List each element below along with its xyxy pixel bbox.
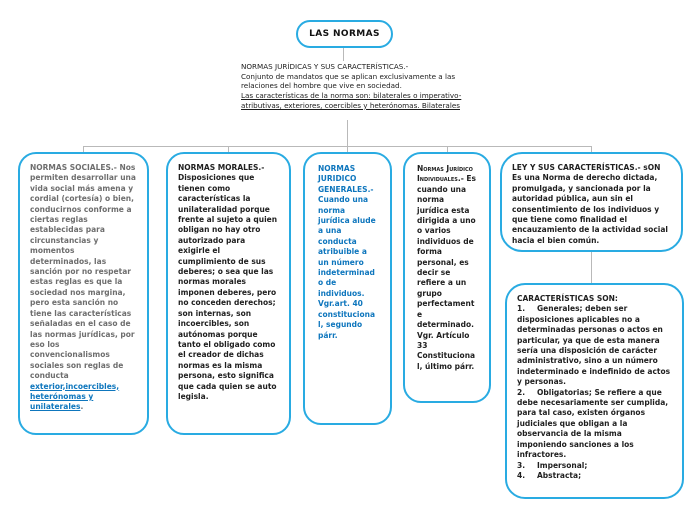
node-normas-sociales-link[interactable]: exterior,incoercibles, heterónomas y unilaterales — [30, 381, 120, 412]
list-item-text: Impersonal; — [537, 460, 588, 470]
list-item — [517, 304, 672, 387]
connector-branch-horizontal — [83, 146, 592, 147]
list-item — [517, 471, 672, 481]
node-normas-sociales-period: . — [80, 402, 84, 412]
list-item-number: 4. — [517, 470, 526, 480]
list-item — [517, 388, 672, 461]
list-item-number: 3. — [517, 460, 526, 470]
node-normas-sociales-body: Nos permiten desarrollar una vida social más amena y cordial (cortesía) o bien, conducirnos conforme a ciertas reglas establecidas para circunstancias y momentos determinados, las sanción por no respetar estas reglas es que la sociedad nos margina, pero esta sanción no tiene las características señaladas en el caso de las normas jurídicas, por eso los convencionalismos sociales son reglas de conducta — [30, 163, 136, 381]
connector-description-to-branch — [347, 120, 348, 146]
node-ley-body: Es una Norma de derecho dictada, promulgada, y sancionada por la autoridad pública, aun sin el consentimiento de los individuos y que tiene como finalidad el encauzamiento de la actividad social hacia el bien común. — [512, 173, 668, 245]
node-normas-morales[interactable] — [166, 152, 291, 435]
node-normas-juridico-individuales-heading: Normas Jurídico Individuales.- — [417, 164, 473, 184]
node-normas-sociales[interactable] — [18, 152, 149, 435]
node-normas-juridico-generales-heading: NORMAS JURIDICO GENERALES.- — [318, 164, 374, 194]
list-item-text: Generales; deben ser disposiciones aplicables no a determinadas personas o actos en particular, ya que de esta manera sería una disposición de carácter administrativo, sino a un número indeterminado e indefinido de actos y personas. — [517, 304, 671, 387]
list-item — [517, 461, 672, 471]
root-node-label: LAS NORMAS — [309, 29, 380, 39]
list-item-text: Abstracta; — [537, 470, 582, 480]
node-normas-juridico-generales-body: Cuando una norma jurídica alude a una conducta atribuible a un número indeterminado de individuos. Vgr.art. 40 constitucional, segundo párr. — [318, 195, 376, 340]
description-body: Conjunto de mandatos que se aplican exclusivamente a las relaciones del hombre que vive en sociedad. — [241, 71, 456, 91]
node-normas-morales-heading: NORMAS MORALES.- — [178, 163, 265, 172]
list-item-number: 1. — [517, 304, 526, 314]
connector-root-to-description — [343, 48, 344, 61]
description-underlined-text: Las características de la norma son: bilaterales o imperativo- atributivas, exteriores, coercibles y heterónomas. Bilaterales — [241, 91, 462, 110]
node-normas-juridico-individuales[interactable] — [403, 152, 491, 403]
connector-ley-to-caracteristicas — [591, 251, 592, 284]
description-note — [241, 62, 474, 111]
list-item-number: 2. — [517, 387, 526, 397]
node-caracteristicas-list[interactable] — [505, 283, 684, 499]
node-ley-heading: LEY Y SUS CARACTERÍSTICAS.- sON — [512, 163, 661, 172]
node-normas-juridico-generales[interactable] — [303, 152, 392, 425]
node-normas-sociales-heading: NORMAS SOCIALES.- — [30, 163, 117, 172]
list-item-text: Obligatorias; Se refiere a que debe necesariamente ser cumplida, para tal caso, existen órganos judiciales que obligan a la observancia de la misma imponiendo sanciones a los infractores. — [517, 387, 669, 460]
root-node-las-normas[interactable] — [296, 20, 393, 48]
node-normas-juridico-individuales-body: Es cuando una norma jurídica esta dirigida a uno o varios individuos de forma personal, es decir se refiere a un grupo perfectamente determinado. Vgr. Artículo 33 Constitucional, último párr. — [417, 174, 477, 371]
caracteristicas-heading: CARACTERÍSTICAS SON: — [517, 294, 618, 303]
node-ley-caracteristicas[interactable] — [500, 152, 683, 252]
node-normas-morales-body: Disposiciones que tienen como características la unilateralidad porque frente al sujeto a quien obligan no hay otro autorizado para exigirle el cumplimiento de sus deberes; o sea que las normas morales imponen deberes, pero no conceden derechos; son internas, son incoercibles, son autónomas porque tanto el obligado como el creador de dichas normas es la misma persona, esto significa que cada quien se auto legisla. — [178, 173, 278, 401]
description-heading: NORMAS JURÍDICAS Y SUS CARACTERÍSTICAS.- — [241, 62, 409, 71]
